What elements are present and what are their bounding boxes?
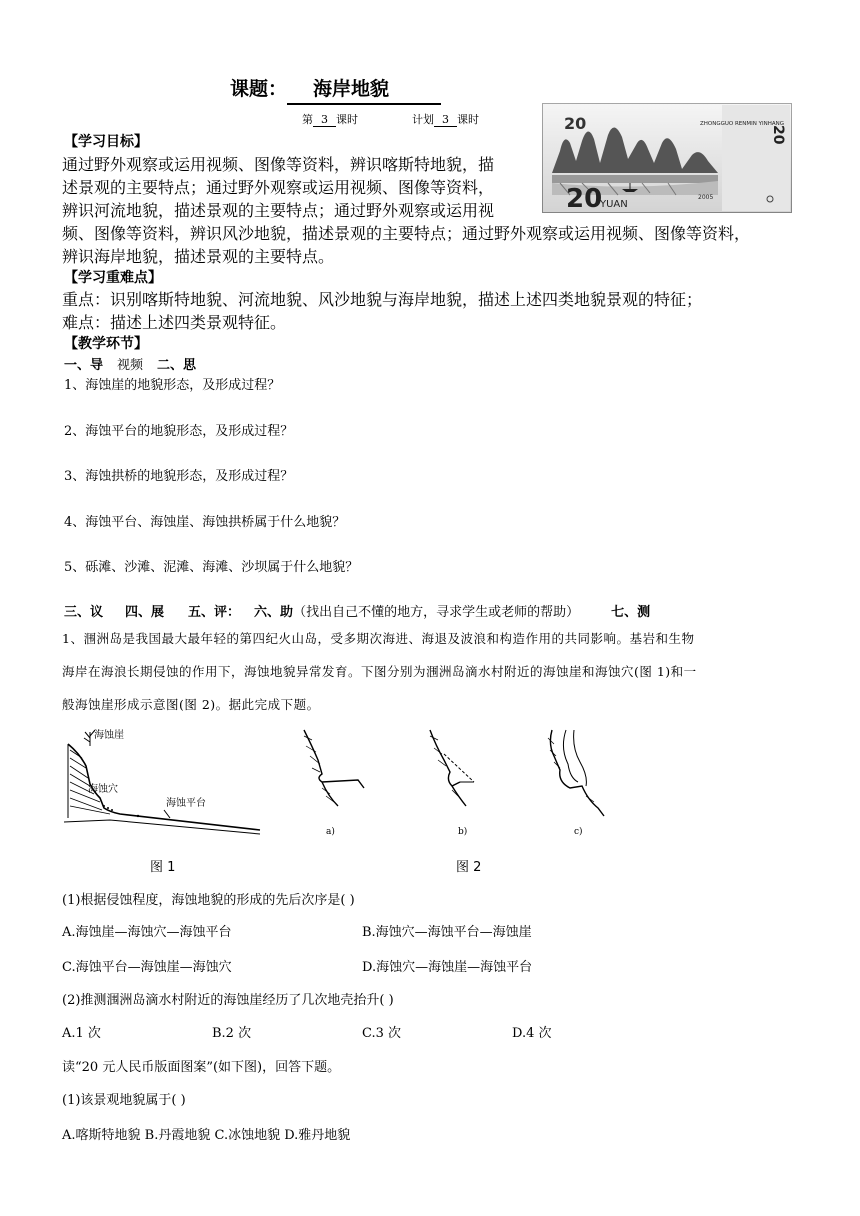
lesson-count: 第 3 课时 bbox=[302, 113, 358, 126]
objectives-line-3: 辨识河流地貌，描述景观的主要特点；通过野外观察或运用视 bbox=[62, 201, 495, 220]
question-q3: (1)该景观地貌属于( ) bbox=[62, 1093, 186, 1108]
banknote-denom-top: 20 bbox=[564, 114, 587, 133]
q1-option-d: D.海蚀穴—海蚀崖—海蚀平台 bbox=[362, 960, 533, 975]
banknote-vertical-denom bbox=[770, 125, 786, 145]
banknote-yuan: YUAN bbox=[600, 199, 628, 210]
page-title bbox=[230, 74, 441, 105]
question-2: 2、海蚀平台的地貌形态，及形成过程？ bbox=[64, 424, 294, 439]
title-topic: 海岸地貌 bbox=[287, 74, 441, 105]
title-prefix: 课题： bbox=[230, 78, 288, 100]
q2-option-b: B.2 次 bbox=[212, 1026, 252, 1041]
question-1: 1、海蚀崖的地貌形态，及形成过程？ bbox=[64, 378, 281, 393]
figure-1-sea-cliff-diagram bbox=[60, 726, 270, 846]
fig1-label-sea-cliff: 海蚀崖 bbox=[94, 730, 124, 741]
question-q2: (2)推测涠洲岛滴水村附近的海蚀崖经历了几次地壳抬升( ) bbox=[62, 993, 394, 1008]
svg-text:20: 20 bbox=[770, 125, 786, 145]
fig2-caption: 图 2 bbox=[456, 860, 482, 875]
banknote-20-yuan-image bbox=[542, 103, 792, 213]
figure-2-cliff-formation-diagram bbox=[298, 726, 638, 846]
lesson-no: 3 bbox=[313, 113, 336, 127]
q1-option-a: A.海蚀崖—海蚀穴—海蚀平台 bbox=[62, 925, 232, 940]
question-3: 3、海蚀拱桥的地貌形态，及形成过程？ bbox=[64, 469, 294, 484]
fig1-caption: 图 1 bbox=[150, 860, 176, 875]
question-q1: (1)根据侵蚀程度，海蚀地貌的形成的先后次序是( ) bbox=[62, 893, 355, 908]
exercise-passage-1: 1、涠洲岛是我国最大最年轻的第四纪火山岛，受多期次海进、海退及波浪和构造作用的共同影响。基岩和生物 bbox=[62, 631, 695, 646]
exercise-passage-2: 海岸在海浪长期侵蚀的作用下，海蚀地貌异常发育。下图分别为涠洲岛滴水村附近的海蚀崖和海蚀穴(图 1)和一 bbox=[62, 664, 697, 679]
objectives-line-2: 述景观的主要特点；通过野外观察或运用视频、图像等资料， bbox=[62, 178, 495, 197]
exercise-passage-3: 般海蚀崖形成示意图(图 2)。据此完成下题。 bbox=[62, 697, 320, 712]
banknote-pinyin: ZHONGGUO RENMIN YINHANG bbox=[700, 121, 784, 127]
keypoints-heading: 【学习重难点】 bbox=[64, 270, 162, 286]
plan-no: 3 bbox=[434, 113, 457, 127]
read-instruction: 读“20 元人民币版面图案”(如下图)，回答下题。 bbox=[62, 1060, 341, 1075]
objectives-line-5: 辨识海岸地貌，描述景观的主要特点。 bbox=[62, 247, 335, 266]
keypoints-difficult: 难点：描述上述四类景观特征。 bbox=[62, 313, 287, 332]
question-5: 5、砾滩、沙滩、泥滩、海滩、沙坝属于什么地貌？ bbox=[64, 560, 359, 575]
fig1-label-platform: 海蚀平台 bbox=[166, 798, 206, 809]
fig2-sub-a: a) bbox=[326, 827, 335, 837]
teaching-heading: 【教学环节】 bbox=[64, 336, 148, 352]
q1-option-b: B.海蚀穴—海蚀平台—海蚀崖 bbox=[362, 925, 532, 940]
keypoints-important: 重点：识别喀斯特地貌、河流地貌、风沙地貌与海岸地貌，描述上述四类地貌景观的特征； bbox=[62, 290, 703, 309]
question-4: 4、海蚀平台、海蚀崖、海蚀拱桥属于什么地貌？ bbox=[64, 515, 346, 530]
objectives-line-4: 频、图像等资料，辨识风沙地貌，描述景观的主要特点；通过野外观察或运用视频、图像等资料， bbox=[62, 224, 751, 243]
plan-count: 计划 3 课时 bbox=[412, 113, 479, 126]
q1-option-c: C.海蚀平台—海蚀崖—海蚀穴 bbox=[62, 960, 232, 975]
q2-option-a: A.1 次 bbox=[62, 1026, 101, 1041]
teaching-steps-2: 三、议 四、展 五、评： 六、助（找出自己不懂的地方，寻求学生或老师的帮助） 七、测 bbox=[64, 605, 651, 620]
objectives-heading: 【学习目标】 bbox=[64, 134, 148, 150]
fig2-sub-b: b) bbox=[458, 827, 468, 837]
fig1-label-sea-cave: 海蚀穴 bbox=[88, 784, 118, 795]
objectives-line-1: 通过野外观察或运用视频、图像等资料，辨识喀斯特地貌，描 bbox=[62, 155, 495, 174]
q3-options: A.喀斯特地貌 B.丹霞地貌 C.冰蚀地貌 D.雅丹地貌 bbox=[62, 1128, 351, 1143]
banknote-year: 2005 bbox=[698, 194, 714, 201]
teaching-steps-1: 一、导 视频 二、思 bbox=[64, 358, 197, 373]
q2-option-c: C.3 次 bbox=[362, 1026, 402, 1041]
q2-option-d: D.4 次 bbox=[512, 1026, 552, 1041]
banknote-denom-big: 20 bbox=[566, 184, 603, 213]
fig2-sub-c: c) bbox=[574, 827, 583, 837]
